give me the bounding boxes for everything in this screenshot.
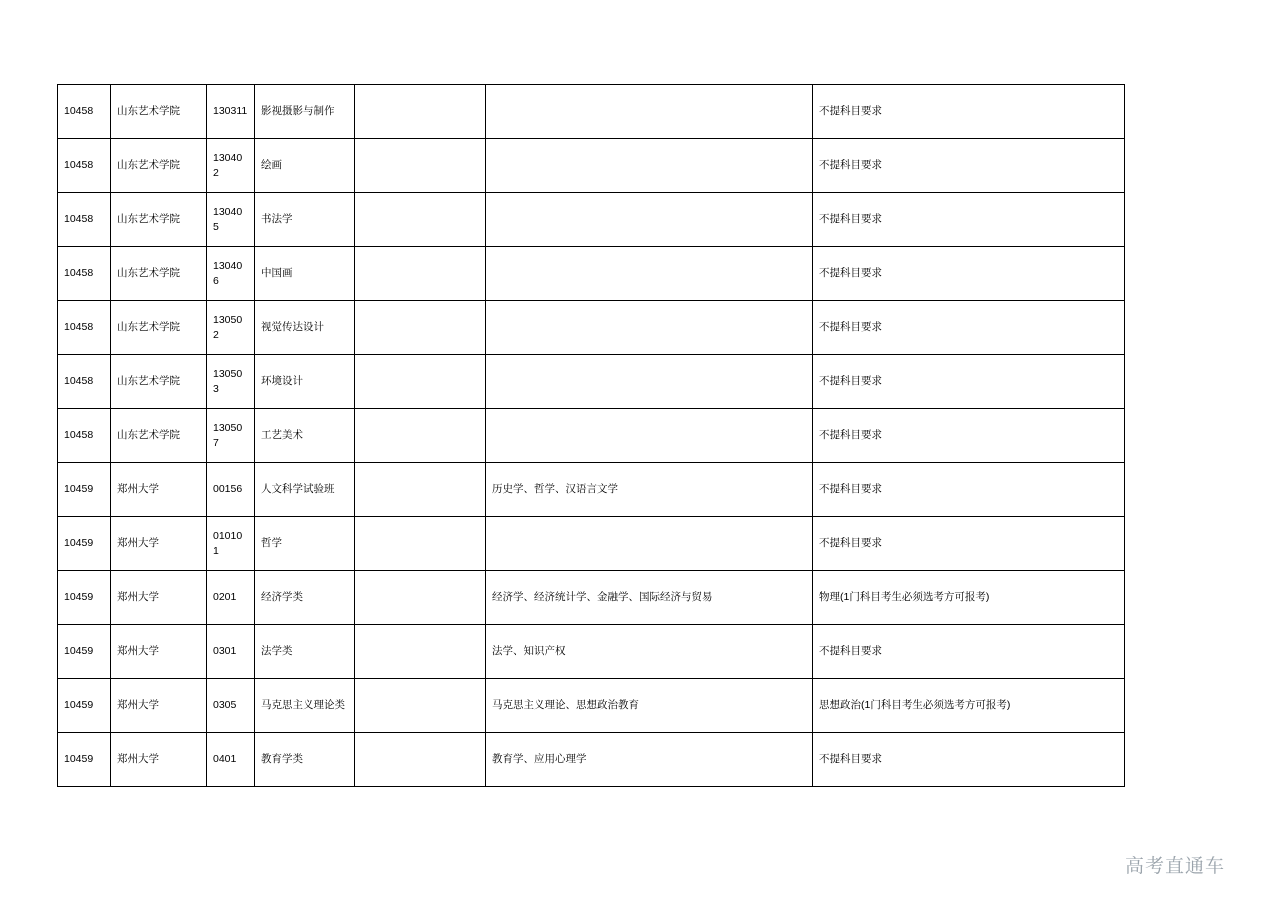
cell-note — [355, 679, 486, 733]
table-row — [58, 301, 1125, 355]
table-row — [58, 193, 1125, 247]
cell-major-name: 人文科学试验班 — [255, 463, 355, 517]
cell-school-name: 山东艺术学院 — [111, 139, 207, 193]
cell-school-code: 10459 — [58, 625, 111, 679]
cell-note — [355, 139, 486, 193]
cell-requirement: 物理(1门科目考生必须选考方可报考) — [813, 571, 1125, 625]
cell-note — [355, 517, 486, 571]
table-row — [58, 247, 1125, 301]
cell-school-name: 山东艺术学院 — [111, 193, 207, 247]
cell-school-code: 10458 — [58, 193, 111, 247]
cell-school-name: 山东艺术学院 — [111, 247, 207, 301]
cell-note — [355, 463, 486, 517]
cell-requirement: 思想政治(1门科目考生必须选考方可报考) — [813, 679, 1125, 733]
cell-contains — [486, 193, 813, 247]
cell-major-name: 书法学 — [255, 193, 355, 247]
cell-school-name: 郑州大学 — [111, 571, 207, 625]
cell-requirement: 不提科目要求 — [813, 85, 1125, 139]
cell-major-code: 130402 — [207, 139, 255, 193]
cell-school-name: 郑州大学 — [111, 517, 207, 571]
table-row — [58, 85, 1125, 139]
cell-note — [355, 301, 486, 355]
cell-school-name: 郑州大学 — [111, 625, 207, 679]
cell-note — [355, 733, 486, 787]
cell-major-name: 中国画 — [255, 247, 355, 301]
cell-school-code: 10458 — [58, 85, 111, 139]
cell-major-code: 0201 — [207, 571, 255, 625]
cell-major-code: 130507 — [207, 409, 255, 463]
cell-note — [355, 193, 486, 247]
table-row — [58, 355, 1125, 409]
cell-school-name: 郑州大学 — [111, 733, 207, 787]
cell-major-name: 影视摄影与制作 — [255, 85, 355, 139]
cell-contains — [486, 355, 813, 409]
cell-school-code: 10459 — [58, 517, 111, 571]
table-row — [58, 571, 1125, 625]
cell-major-name: 视觉传达设计 — [255, 301, 355, 355]
cell-contains — [486, 85, 813, 139]
cell-requirement: 不提科目要求 — [813, 517, 1125, 571]
cell-school-name: 山东艺术学院 — [111, 85, 207, 139]
table-row — [58, 679, 1125, 733]
cell-school-code: 10459 — [58, 679, 111, 733]
cell-major-code: 00156 — [207, 463, 255, 517]
cell-school-name: 山东艺术学院 — [111, 409, 207, 463]
cell-school-code: 10459 — [58, 571, 111, 625]
cell-school-code: 10458 — [58, 247, 111, 301]
cell-major-code: 130502 — [207, 301, 255, 355]
cell-major-code: 010101 — [207, 517, 255, 571]
cell-major-name: 工艺美术 — [255, 409, 355, 463]
cell-major-code: 0301 — [207, 625, 255, 679]
cell-contains — [486, 139, 813, 193]
cell-school-code: 10458 — [58, 355, 111, 409]
cell-major-code: 130406 — [207, 247, 255, 301]
cell-major-code: 130405 — [207, 193, 255, 247]
cell-major-name: 绘画 — [255, 139, 355, 193]
table-row — [58, 625, 1125, 679]
cell-requirement: 不提科目要求 — [813, 355, 1125, 409]
cell-note — [355, 355, 486, 409]
cell-school-code: 10458 — [58, 139, 111, 193]
cell-contains: 法学、知识产权 — [486, 625, 813, 679]
cell-school-code: 10458 — [58, 301, 111, 355]
cell-school-name: 郑州大学 — [111, 463, 207, 517]
cell-major-code: 0305 — [207, 679, 255, 733]
cell-contains: 历史学、哲学、汉语言文学 — [486, 463, 813, 517]
cell-note — [355, 625, 486, 679]
cell-major-code: 130503 — [207, 355, 255, 409]
cell-school-code: 10458 — [58, 409, 111, 463]
cell-school-code: 10459 — [58, 733, 111, 787]
table-body — [58, 85, 1125, 787]
cell-note — [355, 409, 486, 463]
cell-major-name: 环境设计 — [255, 355, 355, 409]
table-row — [58, 139, 1125, 193]
cell-contains — [486, 301, 813, 355]
cell-requirement: 不提科目要求 — [813, 625, 1125, 679]
cell-contains: 马克思主义理论、思想政治教育 — [486, 679, 813, 733]
cell-requirement: 不提科目要求 — [813, 301, 1125, 355]
table-row — [58, 733, 1125, 787]
cell-major-name: 法学类 — [255, 625, 355, 679]
cell-contains — [486, 247, 813, 301]
cell-note — [355, 247, 486, 301]
table-row — [58, 463, 1125, 517]
cell-requirement: 不提科目要求 — [813, 193, 1125, 247]
cell-school-name: 山东艺术学院 — [111, 355, 207, 409]
cell-requirement: 不提科目要求 — [813, 247, 1125, 301]
cell-major-name: 教育学类 — [255, 733, 355, 787]
cell-contains — [486, 517, 813, 571]
cell-school-name: 郑州大学 — [111, 679, 207, 733]
cell-contains: 教育学、应用心理学 — [486, 733, 813, 787]
cell-school-name: 山东艺术学院 — [111, 301, 207, 355]
cell-note — [355, 571, 486, 625]
cell-requirement: 不提科目要求 — [813, 139, 1125, 193]
watermark: 高考直通车 — [1124, 856, 1225, 877]
cell-major-code: 130311 — [207, 85, 255, 139]
cell-requirement: 不提科目要求 — [813, 409, 1125, 463]
majors-table — [57, 84, 1125, 787]
cell-major-code: 0401 — [207, 733, 255, 787]
cell-requirement: 不提科目要求 — [813, 463, 1125, 517]
cell-note — [355, 85, 486, 139]
cell-major-name: 哲学 — [255, 517, 355, 571]
cell-school-code: 10459 — [58, 463, 111, 517]
cell-contains — [486, 409, 813, 463]
cell-major-name: 经济学类 — [255, 571, 355, 625]
table-row — [58, 409, 1125, 463]
cell-contains: 经济学、经济统计学、金融学、国际经济与贸易 — [486, 571, 813, 625]
table-row — [58, 517, 1125, 571]
cell-requirement: 不提科目要求 — [813, 733, 1125, 787]
cell-major-name: 马克思主义理论类 — [255, 679, 355, 733]
